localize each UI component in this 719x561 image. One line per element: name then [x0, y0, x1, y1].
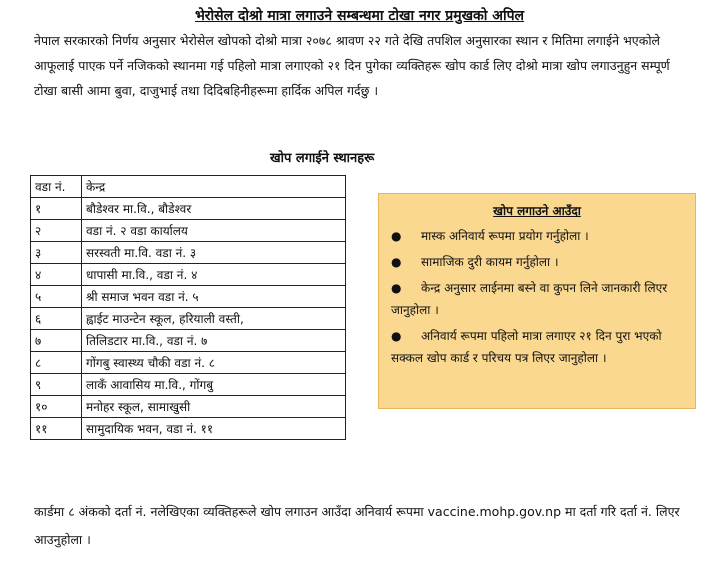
footer-instruction: कार्डमा ८ अंकको दर्ता नं. नलेखिएका व्यक्तिहरूले खोप लगाउन आउँदा अनिवार्य रूपमा vaccine.mohp.gov.np मा दर्ता गरि दर्ता नं. लिएर आउनुहोला ।: [34, 504, 680, 547]
bullet-icon: ●: [391, 255, 402, 269]
ward-number: ९: [31, 374, 82, 396]
table-row: [31, 198, 346, 220]
table-row: [31, 396, 346, 418]
bullet-icon: ●: [391, 229, 402, 243]
center-name: सरस्वती मा.वि. वडा नं. ३: [82, 242, 346, 264]
notice-item: [391, 225, 685, 247]
notice-list: [379, 225, 695, 369]
center-name: ह्वाईट माउन्टेन स्कूल, हरियाली वस्ती,: [82, 308, 346, 330]
center-name: धापासी मा.वि., वडा नं. ४: [82, 264, 346, 286]
table-row: [31, 286, 346, 308]
notice-item-text: केन्द्र अनुसार लाईनमा बस्ने वा कुपन लिने जानकारी लिएर जानुहोला ।: [391, 281, 668, 317]
table-row: [31, 418, 346, 440]
center-name: श्री समाज भवन वडा नं. ५: [82, 286, 346, 308]
table-row: [31, 352, 346, 374]
notice-item: [391, 277, 685, 321]
notice-item-text: अनिवार्य रूपमा पहिलो मात्रा लगाएर २१ दिन पुरा भएको सक्कल खोप कार्ड र परिचय पत्र लिएर जानुहोला ।: [391, 329, 662, 365]
ward-number: ३: [31, 242, 82, 264]
bullet-icon: ●: [391, 281, 402, 295]
center-name: गोंगबु स्वास्थ्य चौकी वडा नं. ८: [82, 352, 346, 374]
ward-number: ५: [31, 286, 82, 308]
vaccination-centers-table: [30, 175, 346, 440]
ward-number: १०: [31, 396, 82, 418]
center-name: मनोहर स्कूल, सामाखुसी: [82, 396, 346, 418]
vaccination-notice-box: [378, 193, 696, 409]
ward-number: २: [31, 220, 82, 242]
table-row: [31, 330, 346, 352]
table-row: [31, 308, 346, 330]
table-subtitle: खोप लगाईने स्थानहरू: [270, 151, 375, 166]
table-row: [31, 220, 346, 242]
ward-number: ७: [31, 330, 82, 352]
ward-number: १: [31, 198, 82, 220]
notice-item-text: सामाजिक दुरी कायम गर्नुहोला ।: [421, 255, 559, 269]
page-title: भेरोसेल दोश्रो मात्रा लगाउने सम्बन्धमा टोखा नगर प्रमुखको अपिल: [194, 8, 525, 24]
center-name: वडा नं. २ वडा कार्यालय: [82, 220, 346, 242]
center-name: लाकँ आवासिय मा.वि., गोंगबु: [82, 374, 346, 396]
notice-title: खोप लगाउने आउँदा: [493, 204, 581, 218]
notice-item: [391, 325, 685, 369]
intro-paragraph: नेपाल सरकारको निर्णय अनुसार भेरोसेल खोपको दोश्रो मात्रा २०७८ श्रावण २२ गते देखि तपशिल अनुसारका स्थान र मितिमा लगाईने भएकोले आफूलाई पाएक पर्ने नजिकको स्थानमा गई पहिलो मात्रा लगाएको २१ दिन पुगेका व्यक्तिहरू खोप कार्ड लिए दोश्रो मात्रा खोप लगाउनुहुन सम्पूर्ण टोखा बासी आमा बुवा, दाजुभाई तथा दिदिबहिनीहरूमा हार्दिक अपिल गर्दछु ।: [34, 33, 670, 98]
ward-column-header: वडा नं.: [31, 176, 82, 198]
center-column-header: केन्द्र: [82, 176, 346, 198]
ward-number: ४: [31, 264, 82, 286]
bullet-icon: ●: [391, 329, 402, 343]
ward-number: ६: [31, 308, 82, 330]
ward-number: ८: [31, 352, 82, 374]
ward-number: ११: [31, 418, 82, 440]
notice-item: [391, 251, 685, 273]
center-name: सामुदायिक भवन, वडा नं. ११: [82, 418, 346, 440]
center-name: तिलिडटार मा.वि., वडा नं. ७: [82, 330, 346, 352]
table-row: [31, 374, 346, 396]
table-header-row: [31, 176, 346, 198]
center-name: बौडेश्वर मा.वि., बौडेश्वर: [82, 198, 346, 220]
table-row: [31, 242, 346, 264]
table-row: [31, 264, 346, 286]
notice-item-text: मास्क अनिवार्य रूपमा प्रयोग गर्नुहोला ।: [421, 229, 589, 243]
